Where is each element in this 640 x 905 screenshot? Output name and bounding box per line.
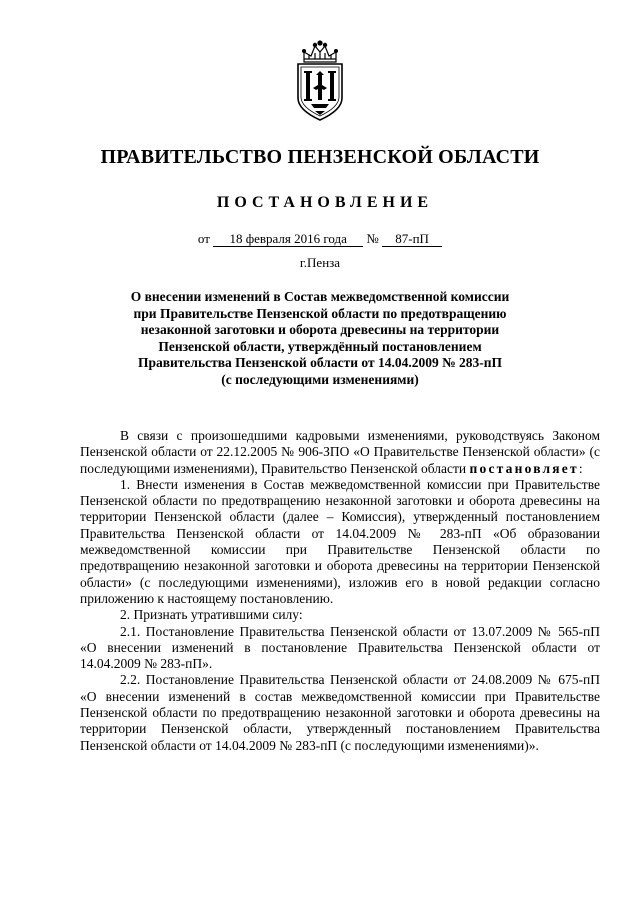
intro-text: В связи с произошедшими кадровыми изменениями, руководствуясь Законом Пензенской области от 22.12.2005 № 906-ЗПО «О Правительстве Пензенской области» (с последующими изменениями), Правительство Пензенской области (80, 428, 600, 476)
government-title: ПРАВИТЕЛЬСТВО ПЕНЗЕНСКОЙ ОБЛАСТИ (100, 146, 540, 168)
document-number: 87-пП (382, 232, 442, 247)
item-2-paragraph: 2. Признать утратившими силу: (120, 607, 303, 623)
item-1-paragraph: 1. Внести изменения в Состав межведомственной комиссии при Правительстве Пензенской области по предотвращению незаконной заготовки и оборота древесины на территории Пензенской области (далее – Комиссия), утвержденный постановлением Правительства Пензенской области от 14.04.2009 № 283-пП «Об образовании межведомственной комиссии при Правительстве Пензенской области по предотвращению незаконной заготовки и оборота древесины на территории Пензенской области» (с последующими изменениями), изложив его в новой редакции согласно приложению к настоящему постановлению. (80, 476, 600, 606)
decree-word: постановляет (469, 460, 579, 476)
date-prefix: от (197, 231, 210, 246)
subject-line: Правительства Пензенской области от 14.04.2009 № 283-пП (137, 355, 503, 371)
item-2-2-paragraph: 2.2. Постановление Правительства Пензенской области от 24.08.2009 № 675-пП «О внесении изменений в состав межведомственной комиссии при Правительстве Пензенской области по предотвращению незаконной заготовки и оборота древесины на территории Пензенской области, утвержденный постановлением Правительства Пензенской области от 14.04.2009 № 283-пП (с последующими изменениями)». (80, 672, 600, 753)
city: г.Пенза (299, 255, 341, 270)
number-prefix: № (366, 231, 379, 246)
document-date: 18 февраля 2016 года (213, 232, 363, 247)
shield-icon (298, 64, 342, 120)
subject-line: Пензенской области, утверждённый постановлением (158, 338, 482, 354)
document-body (80, 428, 600, 754)
document-subject (110, 289, 530, 389)
date-number-line (0, 231, 640, 247)
item-2-1-paragraph: 2.1. Постановление Правительства Пензенской области от 13.07.2009 № 565-пП «О внесении изменений в постановление Правительства Пензенской области от 14.04.2009 № 283-пП». (80, 623, 600, 672)
intro-paragraph (80, 428, 600, 477)
subject-line: (с последующими изменениями) (221, 371, 419, 387)
subject-line: незаконной заготовки и оборота древесины на территории (140, 322, 500, 338)
penza-coat-of-arms-icon (291, 40, 349, 124)
subject-line: О внесении изменений в Состав межведомственной комиссии (130, 289, 510, 304)
crown-icon (303, 41, 338, 62)
decree-colon: : (578, 460, 583, 476)
subject-line: при Правительстве Пензенской области по предотвращению (133, 305, 507, 321)
document-type: ПОСТАНОВЛЕНИЕ (216, 194, 434, 211)
